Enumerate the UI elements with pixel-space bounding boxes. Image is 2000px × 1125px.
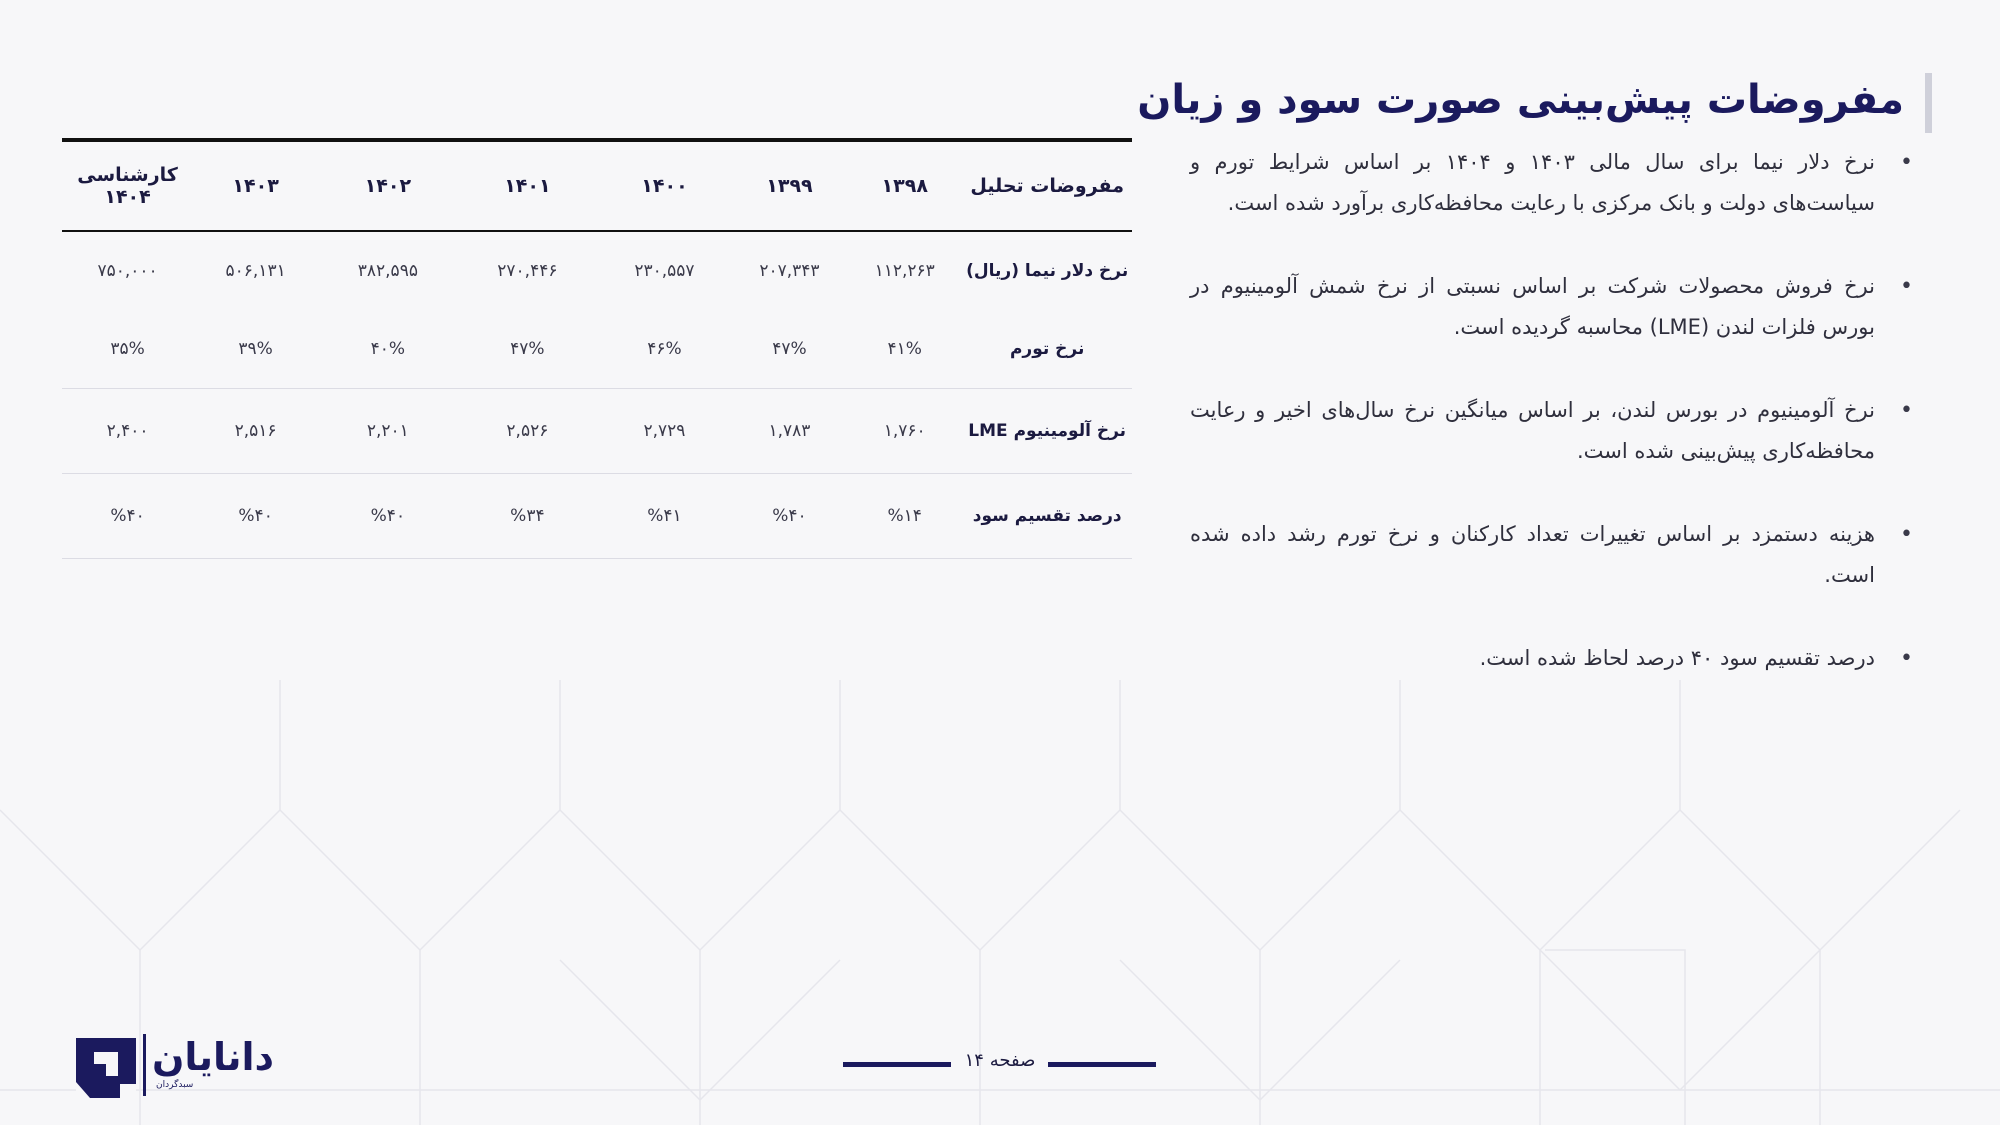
logo-mark-icon [76,1038,136,1098]
assumption-item: • نرخ دلار نیما برای سال مالی ۱۴۰۳ و ۱۴۰۴ بر اساس شرایط تورم و سیاست‌های دولت و بانک مرکزی با رعایت محافظه‌کاری برآورد شده است. [1190,142,1895,224]
row-label: نرخ آلومینیوم LME [962,389,1132,474]
table-cell: ۳۸۲,۵۹۵ [357,261,418,281]
page-number: صفحه ۱۴ [964,1050,1036,1071]
table-row [62,310,1132,389]
table-cell: ۱۱۲,۲۶۳ [874,261,935,281]
table-cell: ۲,۵۱۶ [193,389,318,474]
table-cell: ۴۱% [847,310,962,389]
assumption-item: • نرخ فروش محصولات شرکت بر اساس نسبتی از نرخ شمش آلومینیوم در بورس فلزات لندن (LME) محاسبه گردیده است. [1190,266,1895,348]
column-header: ۱۴۰۳ [193,140,318,231]
table-row [62,389,1132,474]
row-label: نرخ تورم [962,310,1132,389]
table-cell: ۴۶% [597,310,732,389]
column-header: مفروضات تحلیل [962,140,1132,231]
assumption-item: • هزینه دستمزد بر اساس تغییرات تعداد کارکنان و نرخ تورم رشد داده شده است. [1190,514,1895,596]
table-cell: ۲,۵۲۶ [458,389,598,474]
table-row [62,474,1132,559]
column-header: ۱۴۰۱ [458,140,598,231]
row-label: نرخ دلار نیما (ریال) [966,261,1129,281]
assumption-list [1190,142,1895,721]
logo-subtitle: سبدگردان [156,1080,194,1090]
table-cell: %۴۰ [732,474,847,559]
table-cell: %۳۴ [458,474,598,559]
table-cell: %۴۰ [193,474,318,559]
assumptions-table [62,138,1132,559]
column-header: ۱۴۰۰ [597,140,732,231]
footer-rule-right [1048,1062,1156,1067]
table-cell: %۴۱ [597,474,732,559]
table-cell: ۲۰۷,۳۴۳ [759,261,820,281]
title-accent-bar [1925,73,1932,133]
table-header-row [62,140,1132,231]
table-cell: ۳۹% [193,310,318,389]
assumption-item: • نرخ آلومینیوم در بورس لندن، بر اساس میانگین نرخ سال‌های اخیر و رعایت محافظه‌کاری پیش‌بینی شده است. [1190,390,1895,472]
row-label: درصد تقسیم سود [962,474,1132,559]
table-cell: ۲,۲۰۱ [318,389,458,474]
table-cell: ۴۷% [732,310,847,389]
brand-logo [76,1032,275,1098]
table-cell: ۴۰% [318,310,458,389]
table-cell: %۴۰ [62,474,193,559]
table-cell: ۲,۴۰۰ [62,389,193,474]
table-row [62,231,1132,310]
logo-divider [143,1034,146,1096]
column-header: ۱۳۹۸ [847,140,962,231]
table-cell: ۳۵% [62,310,193,389]
column-header: ۱۳۹۹ [732,140,847,231]
table-cell: ۲۷۰,۴۴۶ [497,261,558,281]
column-header: ۱۴۰۲ [318,140,458,231]
table-cell: ۱,۷۶۰ [847,389,962,474]
table-cell: %۱۴ [847,474,962,559]
table-cell: %۴۰ [318,474,458,559]
table-cell: ۲,۷۲۹ [597,389,732,474]
table-cell: ۴۷% [458,310,598,389]
assumptions-table-container [62,138,1132,559]
table-cell: ۲۳۰,۵۵۷ [634,261,695,281]
table-cell: ۷۵۰,۰۰۰ [97,261,158,281]
table-cell: ۱,۷۸۳ [732,389,847,474]
column-header: کارشناسی ۱۴۰۴ [62,140,193,231]
footer-rule-left [843,1062,951,1067]
table-cell: ۵۰۶,۱۳۱ [225,261,286,281]
logo-wordmark: دانایان [152,1035,275,1079]
page-title: مفروضات پیش‌بینی صورت سود و زیان [1137,77,1904,123]
assumption-item: • درصد تقسیم سود ۴۰ درصد لحاظ شده است. [1190,638,1895,679]
